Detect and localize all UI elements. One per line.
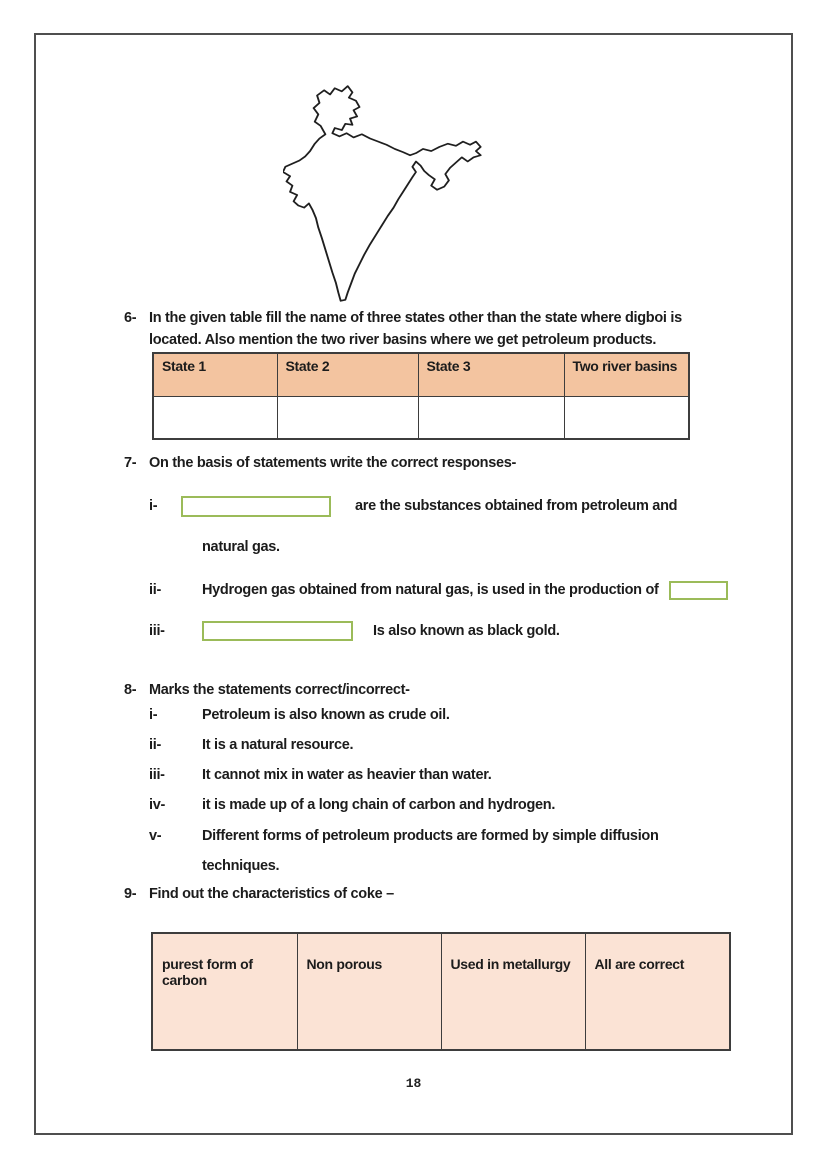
q8-statement-v — [149, 828, 659, 844]
q9-option-non-porous[interactable]: Non porous — [297, 933, 441, 1050]
q7-item-i — [149, 495, 677, 517]
q8-statement-iv-text: it is made up of a long chain of carbon and hydrogen. — [202, 797, 556, 813]
q9-options-row — [152, 933, 730, 1050]
q8-statement-iv-label: iv- — [149, 797, 166, 813]
q6-text-line1: In the given table fill the name of three states other than the state where digboi is — [149, 310, 682, 326]
q8-statement-v-text-line2: techniques. — [202, 858, 280, 874]
q7-item-iii-label: iii- — [149, 623, 165, 639]
q7-blank-iii[interactable] — [202, 621, 353, 641]
q7-number: 7- — [124, 455, 137, 471]
q9-option-all-correct[interactable]: All are correct — [585, 933, 730, 1050]
q6-col-state2: State 2 — [277, 353, 418, 397]
page-number: 18 — [405, 1076, 422, 1091]
q6-col-state3: State 3 — [418, 353, 564, 397]
q7-item-iii — [149, 621, 560, 641]
q7-item-ii — [149, 580, 728, 600]
q8-intro: Marks the statements correct/incorrect- — [149, 682, 410, 698]
q9-number: 9- — [124, 886, 137, 902]
q7-blank-i[interactable] — [181, 496, 331, 517]
q8-statement-i-label: i- — [149, 707, 158, 723]
q7-item-iii-text: Is also known as black gold. — [373, 623, 560, 639]
q8-statement-ii-text: It is a natural resource. — [202, 737, 354, 753]
q7-item-i-text-line2: natural gas. — [202, 539, 280, 555]
india-map-outline — [283, 84, 483, 304]
q7-item-ii-label: ii- — [149, 582, 161, 598]
q8-statement-v-label: v- — [149, 828, 162, 844]
q6-table-header-row — [153, 353, 689, 397]
q6-table — [152, 352, 690, 440]
q7-item-ii-text: Hydrogen gas obtained from natural gas, is used in the production of — [202, 582, 659, 598]
q8-number: 8- — [124, 682, 137, 698]
q9-option-metallurgy[interactable]: Used in metallurgy — [441, 933, 585, 1050]
india-map-svg — [283, 84, 483, 304]
q6-col-state1: State 1 — [153, 353, 277, 397]
q8-statement-iii-text: It cannot mix in water as heavier than water. — [202, 767, 492, 783]
q6-table-answer-row — [153, 397, 689, 440]
q6-number: 6- — [124, 310, 137, 326]
q9-options-table — [151, 932, 731, 1051]
q6-col-river-basins: Two river basins — [564, 353, 689, 397]
q7-blank-ii[interactable] — [669, 581, 728, 600]
q7-item-i-label: i- — [149, 498, 158, 514]
q8-statement-iii — [149, 767, 492, 783]
q9-option-purest-form[interactable]: purest form of carbon — [152, 933, 297, 1050]
q8-statement-v-text: Different forms of petroleum products are formed by simple diffusion — [202, 828, 659, 844]
q6-text-line2: located. Also mention the two river basins where we get petroleum products. — [149, 332, 657, 348]
q6-answer-cell-state1[interactable] — [153, 397, 277, 440]
q8-statement-ii-label: ii- — [149, 737, 161, 753]
q8-statement-ii — [149, 737, 353, 753]
q8-statement-iii-label: iii- — [149, 767, 165, 783]
q6-answer-cell-state3[interactable] — [418, 397, 564, 440]
q9-intro: Find out the characteristics of coke – — [149, 886, 394, 902]
q8-statement-iv — [149, 797, 555, 813]
q8-statement-i — [149, 707, 450, 723]
q8-statement-i-text: Petroleum is also known as crude oil. — [202, 707, 450, 723]
q7-intro: On the basis of statements write the correct responses- — [149, 455, 517, 471]
q6-answer-cell-state2[interactable] — [277, 397, 418, 440]
q7-item-i-text: are the substances obtained from petroleum and — [355, 498, 678, 514]
q6-answer-cell-river-basins[interactable] — [564, 397, 689, 440]
